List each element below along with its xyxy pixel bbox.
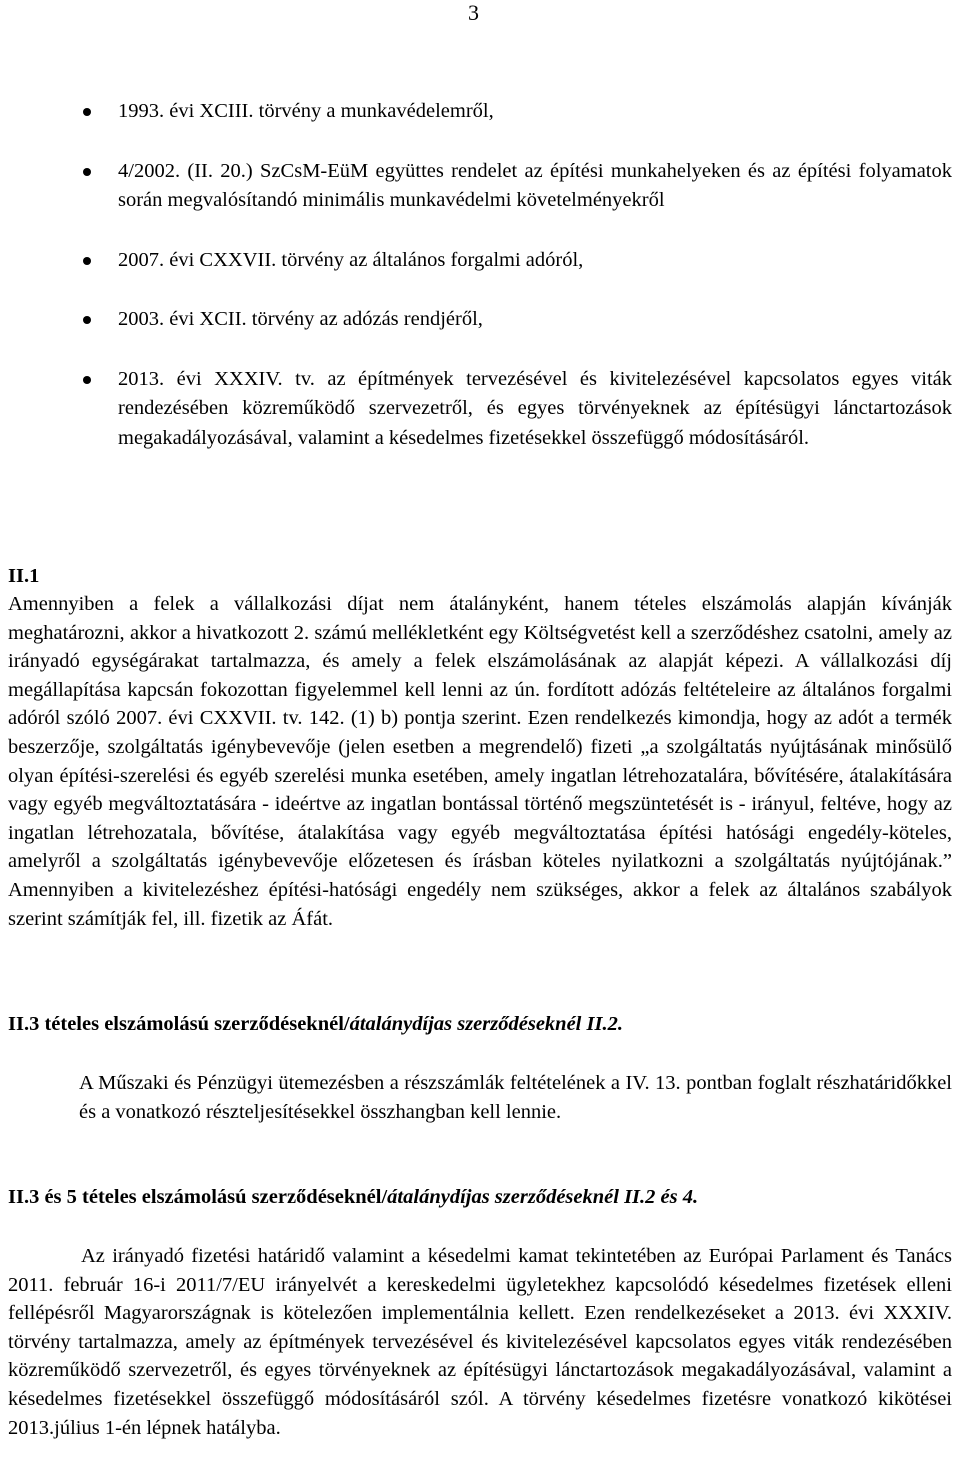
bullet-icon: [83, 257, 91, 265]
list-item-text: 2013. évi XXXIV. tv. az építmények tervezésével és kivitelezésével kapcsolatos egyes viták rendezésében közreműködő szervezetről, és egyes törvényeknek az építésügyi lánctartozások megakadályozásával, valamint a késedelmes fizetésekkel összefüggő módosításáról.: [118, 367, 952, 449]
section-heading: II.1: [8, 565, 40, 587]
heading-italic: átalánydíjas szerződéseknél II.2.: [349, 1013, 623, 1035]
section-ii-3-a: [8, 1010, 952, 1126]
list-item: [0, 305, 960, 335]
list-item-text: 4/2002. (II. 20.) SzCsM-EüM együttes rendelet az építési munkahelyeken és az építési folyamatok során megvalósítandó minimális munkavédelmi követelményekről: [118, 159, 952, 211]
list-item: [0, 246, 960, 276]
heading-italic: átalánydíjas szerződéseknél II.2 és 4.: [387, 1186, 699, 1208]
section-paragraph: Az irányadó fizetési határidő valamint a késedelmi kamat tekintetében az Európai Parlament és Tanács 2011. február 16-i 2011/7/EU irányelvét a kereskedelmi ügyletekhez kapcsolódó késedelmes fizetések elleni fellépésről Magyarországnak is kötelezően implementálnia kellett. Ezen rendelkezéseket a 2013. évi XXXIV. törvény tartalmazza, amely az építmények tervezésével és kivitelezésével kapcsolatos egyes viták rendezésében közreműködő szervezetről, és egyes törvényeknek az építésügyi lánctartozások megakadályozásával, valamint a késedelmes fizetésekkel összefüggő módosításáról szól. A törvény késedelmes fizetésre vonatkozó kikötései 2013.július 1-én lépnek hatályba.: [8, 1245, 952, 1439]
list-item: [0, 365, 960, 454]
list-item: [0, 157, 960, 216]
heading-prefix: II.3 tételes elszámolású szerződéseknél/: [8, 1013, 350, 1035]
bullet-icon: [83, 316, 91, 324]
bullet-icon: [83, 376, 91, 384]
section-heading: [8, 1183, 952, 1211]
bullet-icon: [83, 168, 91, 176]
list-item-text: 2003. évi XCII. törvény az adózás rendjéről,: [118, 308, 483, 330]
section-paragraph: A Műszaki és Pénzügyi ütemezésben a részszámlák feltételének a IV. 13. pontban foglalt részhatáridőkkel és a vonatkozó részteljesítésekkel összhangban kell lennie.: [79, 1072, 952, 1123]
bullet-icon: [83, 108, 91, 116]
section-ii-1: [8, 562, 952, 933]
legislation-list: [0, 97, 960, 483]
list-item-text: 1993. évi XCIII. törvény a munkavédelemről,: [118, 100, 494, 122]
page-number: 3: [468, 0, 479, 25]
section-paragraph: Amennyiben a felek a vállalkozási díjat nem átalányként, hanem tételes elszámolás alapján kívánják meghatározni, akkor a hivatkozott 2. számú mellékletként egy Költségvetést kell a szerződéshez csatolni, amely az irányadó egységárakat tartalmazza, és amely a felek elszámolásának az alapját képezi. A vállalkozási díj megállapítása kapcsán fokozottan figyelemmel kell lenni az ún. fordított adózás feltételeire az általános forgalmi adóról szóló 2007. évi CXXVII. tv. 142. (1) b) pontja szerint. Ezen rendelkezés kimondja, hogy az adót a termék beszerzője, szolgáltatás igénybevevője (jelen esetben a megrendelő) fizeti „a szolgáltatás nyújtásának minősülő olyan építési-szerelési és egyéb szerelési munka esetében, amely ingatlan létrehozatalára, bővítésére, átalakítására vagy egyéb megváltoztatására - ideértve az ingatlan bontással történő megszüntetését is - irányul, feltéve, hogy az ingatlan létrehozatala, bővítése, átalakítása vagy egyéb megváltoztatása építési hatósági engedély-köteles, amelyről a szolgáltatás igénybevevője előzetesen és írásban köteles nyilatkozni a szolgáltatás nyújtójának.” Amennyiben a kivitelezéshez építési-hatósági engedély nem szükséges, akkor a felek az általános szabályok szerint számítják fel, ill. fizetik az Áfát.: [8, 593, 952, 930]
heading-prefix: II.3 és 5 tételes elszámolású szerződéseknél/: [8, 1186, 388, 1208]
section-ii-3-b: [8, 1183, 952, 1442]
section-heading: [8, 1010, 952, 1038]
list-item: [0, 97, 960, 127]
list-item-text: 2007. évi CXXVII. törvény az általános forgalmi adóról,: [118, 248, 584, 271]
